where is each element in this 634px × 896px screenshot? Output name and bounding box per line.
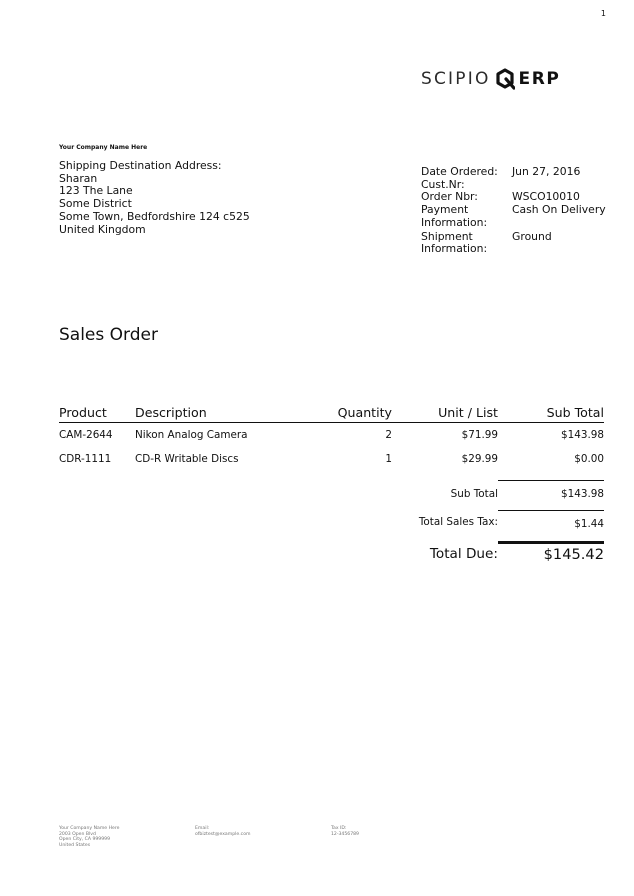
table-row (59, 429, 604, 443)
footer-tax-id-label: Tax ID: (331, 826, 347, 831)
shipment-info-label (421, 231, 512, 256)
row-subtotal: $0.00 (574, 453, 604, 465)
total-due-label: Total Due: (429, 546, 498, 562)
row-description: CD-R Writable Discs (135, 453, 239, 465)
subtotal-value: $143.98 (561, 488, 604, 500)
header-unit-list: Unit / List (438, 405, 498, 420)
date-ordered-label: Date Ordered: (421, 165, 498, 178)
page-number: 1 (600, 9, 606, 18)
document-title: Sales Order (59, 325, 158, 345)
row-description: Nikon Analog Camera (135, 429, 248, 441)
payment-info-label-line1: Payment (421, 203, 469, 217)
shipment-info-row (421, 231, 606, 256)
footer-address-line: Your Company Name Here (59, 826, 120, 831)
sales-tax-value: $1.44 (574, 518, 604, 530)
footer-company-address (59, 826, 120, 848)
footer-email-label: Email: (195, 826, 210, 831)
logo-text-scipio: SCIPIO (421, 69, 491, 89)
shipment-info-label-line2: Information: (421, 242, 488, 256)
total-due-value: $145.42 (543, 546, 604, 563)
shipment-info-label-line1: Shipment (421, 229, 473, 243)
row-quantity: 1 (385, 453, 392, 465)
cust-nr-label: Cust.Nr: (421, 177, 465, 191)
company-name: Your Company Name Here (59, 144, 148, 151)
shipping-address-line: Some Town, Bedfordshire 124 c525 (59, 209, 250, 223)
date-ordered-row (421, 166, 606, 179)
tax-rule (498, 510, 604, 511)
row-unit-price: $71.99 (461, 429, 498, 441)
subtotal-rule (498, 480, 604, 481)
table-row (59, 453, 604, 467)
header-sub-total: Sub Total (546, 405, 604, 420)
header-product: Product (59, 405, 107, 420)
footer-tax-id (331, 826, 359, 837)
shipping-address-line: Sharan (59, 171, 98, 185)
order-nbr-value: WSCO10010 (512, 190, 580, 204)
footer-address-line: Open City, CA 999999 (59, 837, 111, 842)
shipping-address-line: United Kingdom (59, 222, 146, 236)
footer-address-line: 2003 Open Blvd (59, 831, 96, 837)
payment-info-label (421, 204, 512, 229)
header-description: Description (135, 405, 207, 420)
shipping-address-line: 123 The Lane (59, 184, 133, 198)
order-info (421, 166, 606, 256)
shipment-info-value: Ground (512, 229, 552, 243)
logo-mark-icon (495, 68, 515, 90)
date-ordered-value: Jun 27, 2016 (512, 165, 581, 178)
footer-address-line: United States (59, 842, 91, 848)
header-quantity: Quantity (337, 405, 392, 420)
footer-tax-id-value: 12-3456789 (331, 831, 359, 837)
total-due-rule (498, 541, 604, 544)
row-unit-price: $29.99 (461, 453, 498, 465)
order-nbr-label: Order Nbr: (421, 190, 478, 204)
row-quantity: 2 (385, 429, 392, 441)
payment-info-value: Cash On Delivery (512, 203, 606, 217)
shipping-address (59, 160, 250, 236)
header-rule (59, 422, 604, 423)
row-product: CAM-2644 (59, 429, 113, 441)
shipping-address-heading: Shipping Destination Address: (59, 159, 222, 172)
footer-email (195, 826, 251, 837)
footer-email-value: ofbiztest@example.com (195, 831, 251, 837)
subtotal-label: Sub Total (450, 488, 498, 500)
row-product: CDR-1111 (59, 453, 112, 465)
sales-tax-label: Total Sales Tax: (418, 516, 498, 528)
row-subtotal: $143.98 (561, 429, 604, 441)
shipping-address-line: Some District (59, 197, 132, 211)
scipio-erp-logo (421, 66, 561, 92)
payment-info-row (421, 204, 606, 229)
logo-text-erp: ERP (518, 69, 561, 89)
payment-info-label-line2: Information: (421, 215, 488, 229)
